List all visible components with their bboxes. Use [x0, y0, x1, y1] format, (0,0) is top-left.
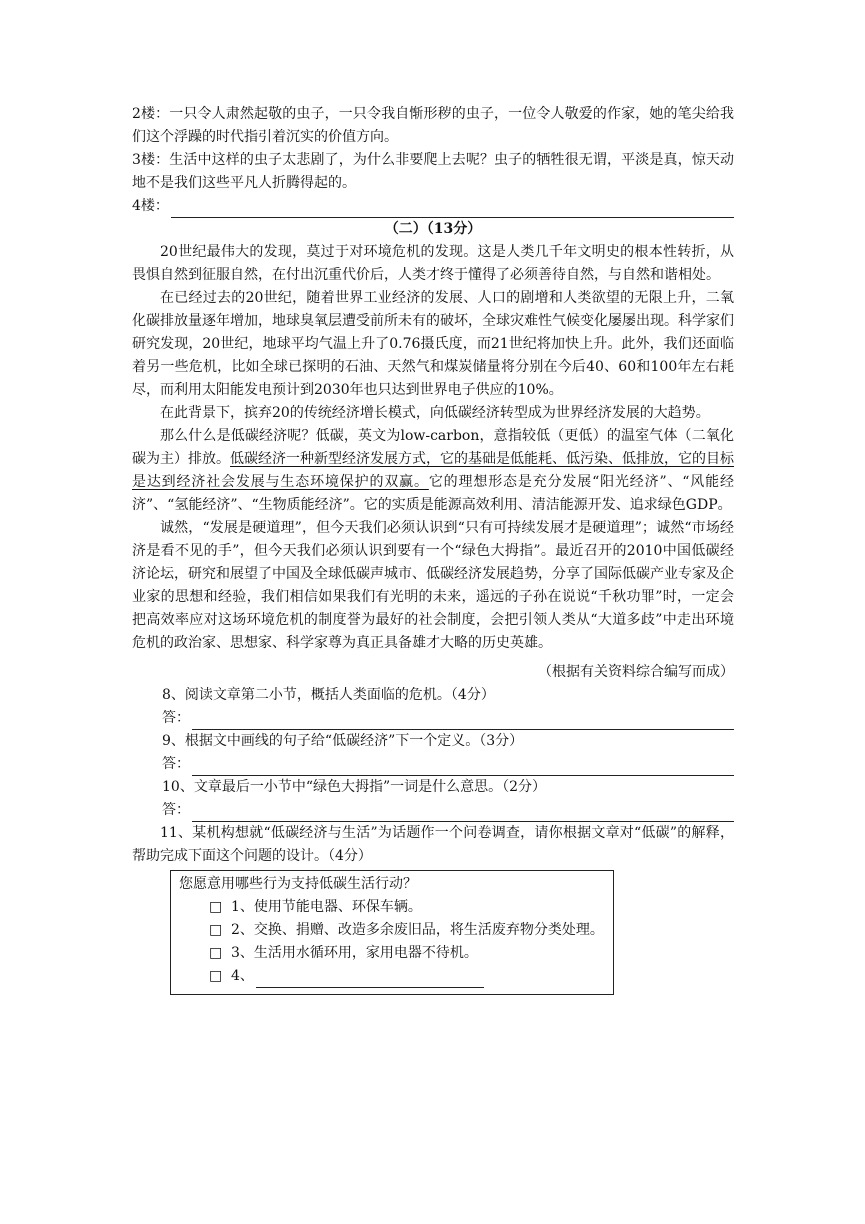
paragraph-4-rest: 它的理想形态是充分发展“阳光经济”、“风能经济”、“氢能经济”、“生物质能经济”。它的实质是能源高效利用、清洁能源开发、追求绿色GDP。 [132, 474, 734, 513]
option-3-text: 3、生活用水循环用，家用电器不待机。 [231, 945, 478, 961]
survey-box [170, 870, 614, 995]
answer-10-line[interactable] [192, 803, 734, 822]
answer-9 [132, 753, 734, 776]
answer-label: 答： [162, 756, 190, 772]
floor-4-label: 4楼： [132, 198, 169, 214]
checkbox-3[interactable]: □ [209, 945, 223, 961]
answer-10 [132, 799, 734, 822]
option-4-text: 4、 [231, 968, 254, 984]
paragraph-3: 在此背景下，摈弃20的传统经济增长模式，向低碳经济转型成为世界经济发展的大趋势。 [160, 405, 710, 421]
answer-9-line[interactable] [192, 757, 734, 776]
survey-option-2 [171, 919, 613, 942]
question-8: 8、阅读文章第二小节，概括人类面临的危机。（4分） [162, 687, 495, 703]
survey-option-3 [171, 942, 613, 965]
survey-option-4 [171, 965, 613, 988]
question-11: 11、某机构想就“低碳经济与生活”为话题作一个问卷调查，请你根据文章对“低碳”的解释，帮助完成下面这个问题的设计。（4分） [132, 825, 734, 864]
answer-label: 答： [162, 710, 190, 726]
survey-title: 您愿意用哪些行为支持低碳生活行动？ [179, 876, 417, 892]
checkbox-4[interactable]: □ [209, 968, 223, 984]
checkbox-1[interactable]: □ [209, 899, 223, 915]
document-page [132, 103, 734, 995]
paragraph-4-intro: 那么什么是低碳经济呢？低碳，英文为low-carbon，意指较低（更低）的温室气体（二氧化碳为主）排放。 [132, 428, 734, 467]
forum-floor-2: 2楼：一只令人肃然起敬的虫子，一只令我自惭形秽的虫子，一位令人敬爱的作家，她的笔尖给我们这个浮躁的时代指引着沉实的价值方向。 [132, 106, 734, 145]
underlined-definition: 低碳经济一种新型经济发展方式，它的基础是低能耗、低污染、低排放，它的目标是达到经济社会发展与生态环境保护的双赢。 [132, 451, 734, 490]
option-4-wrap [231, 965, 613, 988]
paragraph-1: 20世纪最伟大的发现，莫过于对环境危机的发现。这是人类几千年文明史的根本性转折，从畏惧自然到征服自然，在付出沉重代价后，人类才终于懂得了必须善待自然，与自然和谐相处。 [132, 244, 734, 283]
question-10: 10、文章最后一小节中“绿色大拇指”一词是什么意思。（2分） [162, 779, 547, 795]
survey-option-1 [171, 896, 613, 919]
question-9: 9、根据文中画线的句子给“低碳经济”下一个定义。（3分） [162, 733, 524, 749]
paragraph-4 [132, 425, 734, 517]
section-title: （二）（13分） [384, 221, 482, 237]
checkbox-2[interactable]: □ [209, 922, 223, 938]
answer-label: 答： [162, 802, 190, 818]
option-4-blank-line[interactable] [256, 971, 484, 988]
paragraph-2: 在已经过去的20世纪，随着世界工业经济的发展、人口的剧增和人类欲望的无限上升，二氧化碳排放量逐年增加，地球臭氧层遭受前所未有的破坏，全球灾难性气候变化屡屡出现。科学家们研究发现，20世纪，地球平均气温上升了0.76摄氏度，而21世纪将加快上升。此外，我们还面临着另一些危机，比如全球已探明的石油、天然气和煤炭储量将分别在今后40、60和100年左右耗尽，而利用太阳能发电预计到2030年也只达到世界电子供应的10%。 [132, 290, 734, 398]
floor-4-answer-line[interactable] [171, 199, 734, 218]
forum-floor-3: 3楼：生活中这样的虫子太悲剧了，为什么非要爬上去呢？虫子的牺牲很无谓，平淡是真，惊天动地不是我们这些平凡人折腾得起的。 [132, 152, 734, 191]
answer-8-line[interactable] [192, 711, 734, 730]
option-1-text: 1、使用节能电器、环保车辆。 [231, 899, 422, 915]
answer-8 [132, 707, 734, 730]
forum-floor-4 [132, 195, 734, 218]
paragraph-5: 诚然，“发展是硬道理”，但今天我们必须认识到“只有可持续发展才是硬道理”；诚然“市场经济是看不见的手”，但今天我们必须认识到要有一个“绿色大拇指”。最近召开的2010中国低碳经济论坛，研究和展望了中国及全球低碳声城市、低碳经济发展趋势，分享了国际低碳产业专家及企业家的思想和经验，我们相信如果我们有光明的未来，遥远的子孙在说说“千秋功罪”时，一定会把高效率应对这场环境危机的制度誉为最好的社会制度，会把引领人类从“大道多歧”中走出环境危机的政治家、思想家、科学家尊为真正具备雄才大略的历史英雄。 [132, 520, 734, 651]
source-note: （根据有关资料综合编写而成） [538, 664, 734, 680]
option-2-text: 2、交换、捐赠、改造多余废旧品，将生活废弃物分类处理。 [231, 922, 604, 938]
